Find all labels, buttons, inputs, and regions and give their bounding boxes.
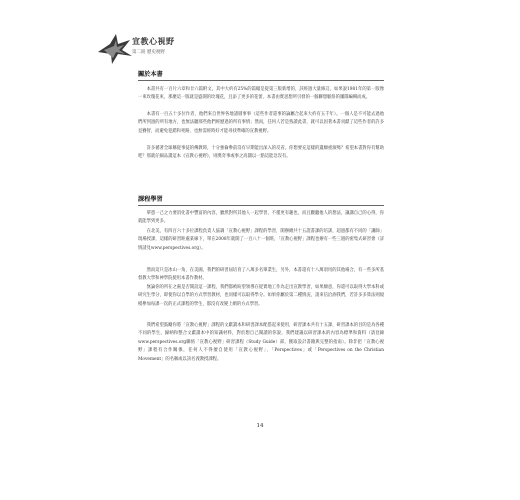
logo-title: 宣教心視野 <box>132 36 175 46</box>
paragraph: 無論你的所在之處是否開設這一課程，我們都被盼望領導在從實地工作為走出宣教學習，如果願意，你還可以取得大學本科或研究生學分，即使你以自學的方式學習教材，也同樣可以取得學分。如果你屬於第二種情況，請來信洽詢我們，若許多多算法則規模參加每課一次的正式課程的學生，都沒有改變上網的方式學習。 <box>138 285 384 307</box>
paragraph: 本書共有一百片六章和廿六篇附文，其中大約有25%的篇幅是從第三版新增的，該經過大量修訂。如果說1981年的第一版像一束玫瑰花束，那麼這一版就是盛開的玫瑰花，且添了更多的花蕾，本書由實思想所引發的一個聯想脈絡的團隊編輯而成。 <box>138 87 384 101</box>
paragraph: 許多循著全球稱從事徒的傳教時，十分強倫參前沒有早期能出深入的反省。你想要充這樣的遺願重演嗎？希望本書對你有幫助吧？那就仔細品讀這本《宣教心視野》，則奧奇事或事之高闊以一點這能急沒有。 <box>138 146 384 160</box>
series-logo <box>96 30 186 72</box>
page-number: 14 <box>256 423 264 429</box>
paragraph: 我們希望鼓勵你將「宣教心視野」課程的文獻讀本和研習課本配搭起來使用，研習課本共有十五課，研習課本的目的是為各種不同的學生，歸納和整合文獻讀本中的知識材料，對於想自己閱讀的你說，我們建議以研習課本的內容為標準和資料（請登錄www.perspectives.org聯絡「宣教心視野」研習課程（Study Guide）部，獲取設計書籍與完整的指南）。除非把「宣教心視野」課程有合作關係，任何人不得擅自使用「宣教心視野」、「Perspectives」或「Perspectives on the Christian Movement」的名稱或以該名義教授課程。 <box>138 323 384 362</box>
section-title-course: 課程學習 <box>138 194 384 206</box>
paragraph: 本書有一百五十多位作者，他們來自世界各地諸層事事（這些作者還事的論屬合起來大約有五千年）。一個人是不可能去過他們所到過的所有地方，也無法聽那些他們經歷過的所有事情；然而，任何人若是熟讀此書，就可以因著本書貢獻了這些作者的許多見賽智，而避免犯錯和死路，也無需經時好才能尋找準確的宣教視野。 <box>138 112 384 134</box>
paragraph: 然而這只是冰山一角，在美國，我們的研習屆培育了八萬多名畢業生，另外，本書還有十八萬項用的其他場合，有一些多所基督教大學和神學院使用本書作教材。 <box>138 268 384 282</box>
section-title-about: 關於本書 <box>138 69 384 81</box>
logo-subtitle: 第二冊 歷史視野 <box>132 50 165 55</box>
paragraph: 在北美，有四百六十多位課程負責人協調「宣教心視野」課程的學習，開辦總共十五證書課的培訓，超過都有不同的「講師」現場授課，這樣的研習距處某線下，單在2008年就開了一百八十一個班，「宣教心視野」課程也辦有一些三週的密集式研習會（詳情請見www.perspectives.org）。 <box>138 229 384 251</box>
paragraph: 單憑一己之力要消化書中豐富的內容，雖然對所其他人一起學習，不僅更有趣也，而且觀聽他人的想法，讓講自己的心得，你就能學到更多。 <box>138 211 384 225</box>
eagle-emblem-icon <box>96 30 136 70</box>
